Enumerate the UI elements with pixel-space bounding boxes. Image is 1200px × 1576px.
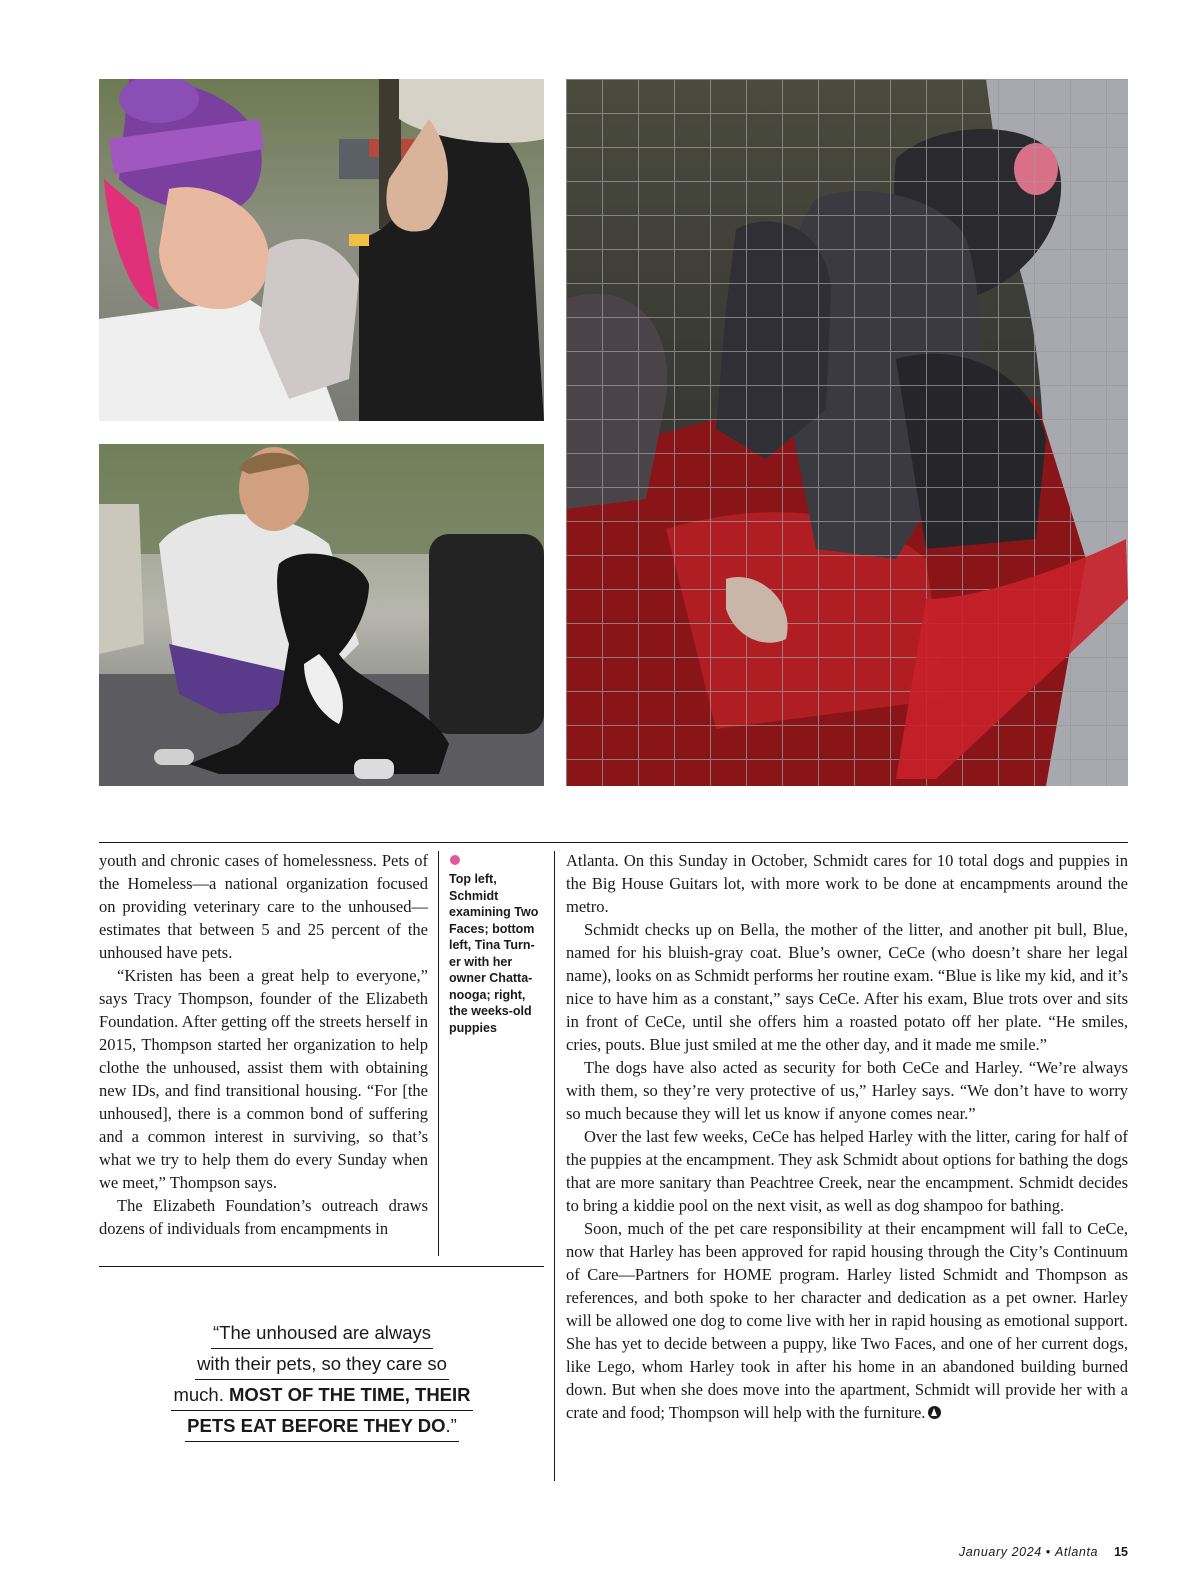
- caption-line: puppies: [449, 1020, 497, 1035]
- caption-line: examining Two: [449, 905, 539, 919]
- caption-line: Faces; bottom: [449, 921, 535, 936]
- folio-issue: January 2024: [958, 1545, 1042, 1559]
- paragraph: “Kristen has been a great help to everyone,” says Tracy Thompson, founder of the Elizabeth Foundation. After getting off the streets herself in 2015, Thompson started her organization to help clothe the unhoused, assist them with obtaining new IDs, and find transitional housing. “For [the unhoused], there is a common bond of suffering and a common interest in surviving, so that’s what we try to help them do every Sunday when we meet,” Thompson says.: [99, 966, 428, 1192]
- pullquote-top-rule: [99, 1266, 544, 1267]
- pull-quote: [120, 1318, 524, 1442]
- caption-divider-left: [438, 851, 439, 1256]
- paragraph: Schmidt checks up on Bella, the mother of the litter, and another pit bull, Blue, named for his bluish-gray coat. Blue’s owner, CeCe (who doesn’t share her legal name), looks on as Schmidt performs her routine exam. “Blue is like my kid, and it’s nice to have him as a constant,” says CeCe. After his exam, Blue trots over and sits in front of CeCe, until she offers him a roasted potato off her plate. “He smiles, cries, pouts. Blue just smiled at me the other day, and it made me smile.”: [566, 920, 1128, 1054]
- pull-quote-text: .”: [445, 1415, 457, 1436]
- caption-line: nooga; right,: [449, 987, 526, 1002]
- caption-line: left, Tina Turn-: [449, 938, 535, 952]
- paragraph: youth and chronic cases of homelessness. Pets of the Homeless—a national organization focused on providing veterinary care to the unhoused—estimates that between 5 and 25 percent of the unhoused have pets.: [99, 851, 428, 962]
- article-column-left: [99, 849, 428, 1240]
- pull-quote-emphasis: MOST OF THE TIME, THEIR: [229, 1384, 471, 1405]
- caption-dot-icon: [450, 855, 460, 865]
- caption-line: the weeks-old: [449, 1004, 532, 1018]
- caption-line: Top left,: [449, 872, 497, 886]
- pull-quote-text: much.: [173, 1384, 229, 1405]
- pull-quote-line: [185, 1411, 459, 1442]
- paragraph-text: Soon, much of the pet care responsibility at their encampment will fall to CeCe, now that Harley has been approved for rapid housing through the City’s Continuum of Care—Partners for HOME program. Harley listed Schmidt and Thompson as references, and both spoke to her character and dedication as a pet owner. Harley will be allowed one dog to come live with her in rapid housing as emotional support. She has yet to decide between a puppy, like Two Faces, and one of her current dogs, like Lego, whom Harley took in after his home in an abandoned building burned down. But when she does move into the apartment, Schmidt will provide her with a crate and food; Thompson will help with the furniture.: [566, 1219, 1128, 1422]
- paragraph-last: [566, 1217, 1128, 1424]
- photo-tina-turner-with-owner: [99, 444, 544, 786]
- photo-schmidt-examining-two-faces: [99, 79, 544, 421]
- caption-line: owner Chatta-: [449, 971, 533, 985]
- top-rule: [99, 842, 1128, 843]
- page-number: 15: [1114, 1545, 1128, 1559]
- paragraph: Over the last few weeks, CeCe has helped Harley with the litter, caring for half of the puppies at the encampment. They ask Schmidt about options for bathing the dogs that are more sanitary than Peachtree Creek, near the encampment. Schmidt decides to bring a kiddie pool on the next visit, as well as dog shampoo for bathing.: [566, 1127, 1128, 1215]
- pull-quote-line: “The unhoused are always: [211, 1318, 433, 1349]
- photo-caption: [449, 851, 545, 1036]
- pull-quote-line: [171, 1380, 472, 1411]
- article-column-right: [566, 849, 1128, 1424]
- caption-line: Schmidt: [449, 888, 499, 903]
- folio-separator: •: [1041, 1545, 1055, 1559]
- paragraph: The dogs have also acted as security for both CeCe and Harley. “We’re always with them, so they’re very protective of us,” Harley says. “We don’t have to worry so much because they will let us know if anyone comes near.”: [566, 1058, 1128, 1123]
- caption-line: er with her: [449, 954, 513, 969]
- paragraph: Atlanta. On this Sunday in October, Schmidt cares for 10 total dogs and puppies in the Big House Guitars lot, with more work to be done at encampments around the metro.: [566, 851, 1128, 916]
- photo-weeks-old-puppies: [566, 79, 1128, 786]
- pull-quote-emphasis: PETS EAT BEFORE THEY DO: [187, 1415, 446, 1436]
- atlanta-a-end-mark-icon: [928, 1406, 941, 1419]
- folio-magazine: Atlanta: [1054, 1545, 1099, 1559]
- paragraph: The Elizabeth Foundation’s outreach draws dozens of individuals from encampments in: [99, 1196, 428, 1238]
- pull-quote-line: with their pets, so they care so: [195, 1349, 449, 1380]
- column-divider: [554, 851, 555, 1481]
- page-folio: [959, 1545, 1128, 1559]
